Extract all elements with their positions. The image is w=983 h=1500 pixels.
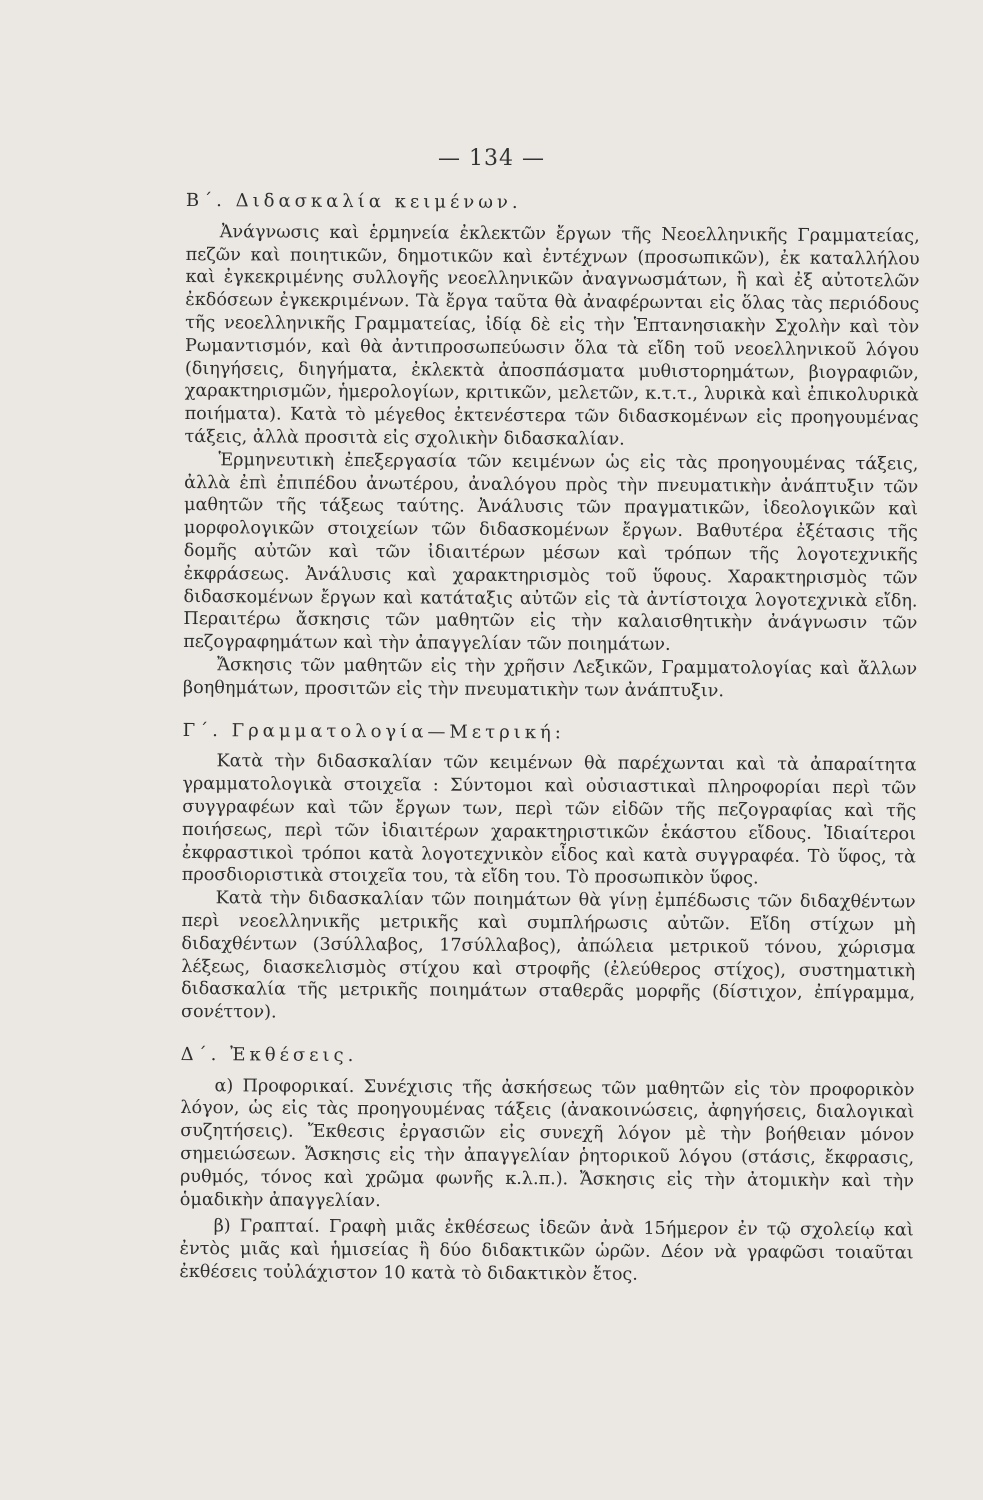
page-body	[179, 190, 920, 1288]
paragraph: α) Προφορικαί. Συνέχισις τῆς ἀσκήσεως τῶν μαθητῶν εἰς τὸν προφορικὸν λόγον, ὡς εἰς τὰς προηγουμένας τάξεις (ἀνακοινώσεις, ἀφηγήσεις, διαλογικαὶ συζητήσεις). Ἔκθεσις ἐργασιῶν εἰς συνεχῆ λόγον μὲ τὴν βοήθειαν μόνον σημειώσεων. Ἄσκησις εἰς τὴν ἀπαγγελίαν ῥητορικοῦ λόγου (στάσις, ἔκφρασις, ρυθμός, τόνος καὶ χρῶμα φωνῆς κ.λ.π.). Ἄσκησις εἰς τὴν ἀτομικὴν καὶ τὴν ὁμαδικὴν ἀπαγγελίαν.	[179, 1075, 915, 1211]
section-heading: Β΄. Διδασκαλία κειμένων.	[185, 190, 522, 214]
paragraph: Ἀνάγνωσις καὶ ἑρμηνεία ἐκλεκτῶν ἔργων τῆς Νεοελληνικῆς Γραμματείας, πεζῶν καὶ ποιητικῶν, δημοτικῶν καὶ ἐντέχνων (προσωπικῶν), ἐκ καταλλήλου καὶ ἐγκεκριμένης συλλογῆς νεοελληνικῶν ἀναγνωσμάτων, ἢ καὶ ἐξ αὐτοτελῶν ἐκδόσεων ἐγκεκριμένων. Τὰ ἔργα ταῦτα θὰ ἀναφέρωνται εἰς ὅλας τὰς περιόδους τῆς νεοελληνικῆς Γραμματείας, ἰδίᾳ δὲ εἰς τὴν Ἑπτανησιακὴν Σχολὴν καὶ τὸν Ρωμαντισμόν, καὶ θὰ ἀντιπροσωπεύωσιν ὅλα τὰ εἴδη τοῦ νεοελληνικοῦ λόγου (διηγήσεις, διηγήματα, ἐκλεκτὰ ἀποσπάσματα μυθιστορημάτων, βιογραφιῶν, χαρακτηρισμῶν, ἡμερολογίων, κριτικῶν, μελετῶν, κ.τ.τ., λυρικὰ καὶ ἐπικολυρικὰ ποιήματα). Κατὰ τὸ μέγεθος ἐκτενέστερα τῶν διδασκομένων εἰς προηγουμένας τάξεις, ἀλλὰ προσιτὰ εἰς σχολικὴν διδασκαλίαν.	[184, 222, 920, 450]
paragraph: Κατὰ τὴν διδασκαλίαν τῶν ποιημάτων θὰ γίνῃ ἐμπέδωσις τῶν διδαχθέντων περὶ νεοελληνικῆς μετρικῆς καὶ συμπλήρωσις αὐτῶν. Εἴδη στίχων μὴ διδαχθέντων (3σύλλαβος, 17σύλλαβος), ἀπώλεια μετρικοῦ τόνου, χώρισμα λέξεως, διασκελισμὸς στίχου καὶ στροφῆς (ἐλεύθερος στίχος), συστηματικὴ διδασκαλία τῆς μετρικῆς ποιημάτων σταθερᾶς μορφῆς (δίστιχον, ἐπίγραμμα, σονέττον).	[180, 888, 916, 1023]
section-grammatologia-metriki	[181, 720, 917, 1029]
section-ektheseis	[179, 1044, 914, 1288]
paragraph: β) Γραπταί. Γραφὴ μιᾶς ἐκθέσεως ἰδεῶν ἀνὰ 15ήμερον ἐν τῷ σχολείῳ καὶ ἐντὸς μιᾶς καὶ ἡμισείας ἢ δύο διδακτικῶν ὡρῶν. Δέον νὰ γραφῶσι τοιαῦται ἐκθέσεις τοὐλάχιστον 10 κατὰ τὸ διδακτικὸν ἔτος.	[179, 1216, 914, 1285]
paragraph: Κατὰ τὴν διδασκαλίαν τῶν κειμένων θὰ παρέχωνται καὶ τὰ ἀπαραίτητα γραμματολογικὰ στοιχεῖα : Σύντομοι καὶ οὐσιαστικαὶ πληροφορίαι περὶ τῶν συγγραφέων καὶ τῶν ἔργων των, περὶ τῶν εἰδῶν τῆς πεζογραφίας καὶ τῆς ποιήσεως, περὶ τῶν ἰδιαιτέρων χαρακτηριστικῶν ἑκάστου εἴδους. Ἰδιαίτεροι ἐκφραστικοὶ τρόποι κατὰ λογοτεχνικὸν εἶδος καὶ κατὰ συγγραφέα. Τὸ ὕφος, τὰ προσδιοριστικὰ στοιχεῖα του, τὰ εἴδη του. Τὸ προσωπικὸν ὕφος.	[181, 751, 917, 889]
section-heading: Γ΄. Γραμματολογία—Μετρική:	[182, 719, 565, 743]
section-heading: Δ΄. Ἐκθέσεις.	[180, 1043, 358, 1066]
page-number: — 134 —	[438, 146, 545, 171]
section-didaskalia-keimenon	[183, 190, 920, 704]
paragraph: Ἄσκησις τῶν μαθητῶν εἰς τὴν χρῆσιν Λεξικῶν, Γραμματολογίας καὶ ἄλλων βοηθημάτων, προσιτῶν εἰς τὴν πνευματικὴν των ἀνάπτυξιν.	[182, 655, 918, 702]
paragraph: Ἑρμηνευτικὴ ἐπεξεργασία τῶν κειμένων ὡς εἰς τὰς προηγουμένας τάξεις, ἀλλὰ ἐπὶ ἐπιπέδου ἀνωτέρου, ἀναλόγου πρὸς τὴν πνευματικὴν ἀνάπτυξιν τῶν μαθητῶν τῆς τάξεως ταύτης. Ἀνάλυσις τῶν πραγματικῶν, ἰδεολογικῶν καὶ μορφολογικῶν στοιχείων τῶν διδασκομένων ἔργων. Βαθυτέρα ἐξέτασις τῆς δομῆς αὐτῶν καὶ τῶν ἰδιαιτέρων μέσων καὶ τρόπων τῆς λογοτεχνικῆς ἐκφράσεως. Ἀνάλυσις καὶ χαρακτηρισμὸς τοῦ ὕφους. Χαρακτηρισμὸς τῶν διδασκομένων ἔργων καὶ κατάταξις αὐτῶν εἰς τὰ ἀντίστοιχα λογοτεχνικὰ εἴδη. Περαιτέρω ἄσκησις τῶν μαθητῶν εἰς τὴν καλαισθητικὴν ἀνάγνωσιν τῶν πεζογραφημάτων καὶ τὴν ἀπαγγελίαν τῶν ποιημάτων.	[183, 449, 919, 656]
